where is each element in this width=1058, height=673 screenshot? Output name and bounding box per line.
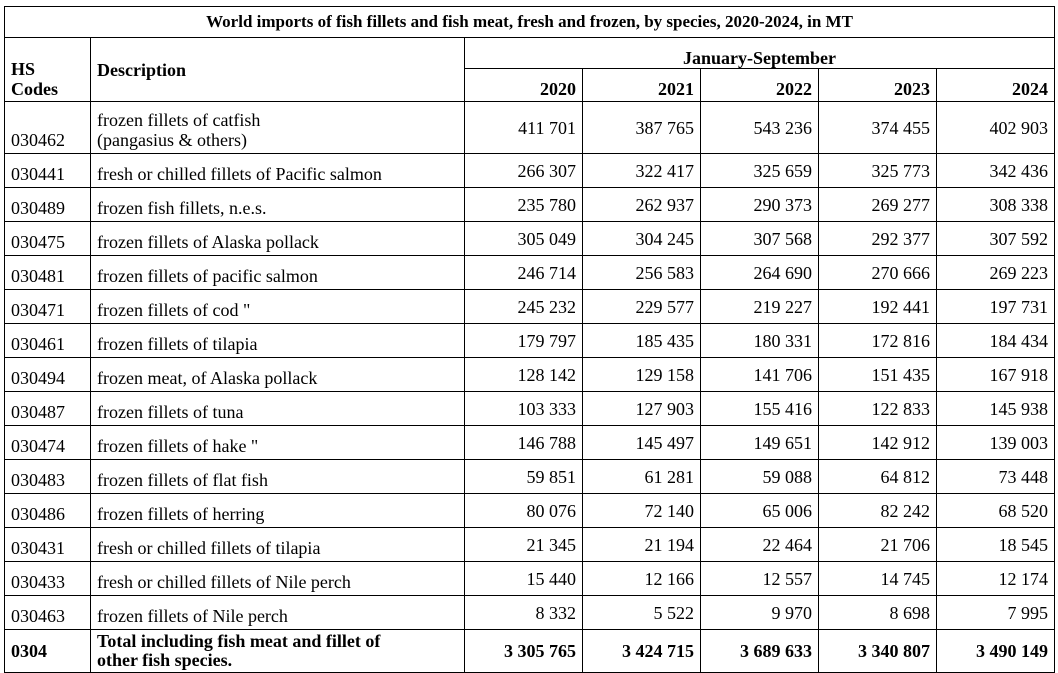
- description-cell: frozen fillets of tuna: [91, 392, 465, 426]
- hs-code: 030471: [5, 290, 91, 324]
- value-cell: 73 448: [937, 460, 1055, 494]
- value-cell: 185 435: [583, 324, 701, 358]
- total-value: 3 305 765: [465, 630, 583, 673]
- table-row: [5, 358, 1055, 392]
- total-value: 3 340 807: [819, 630, 937, 673]
- value-cell: 219 227: [701, 290, 819, 324]
- table-row: [5, 154, 1055, 188]
- value-cell: 139 003: [937, 426, 1055, 460]
- hs-code: 030462: [5, 102, 91, 154]
- value-cell: 82 242: [819, 494, 937, 528]
- table-row: [5, 460, 1055, 494]
- hs-code: 030494: [5, 358, 91, 392]
- value-cell: 68 520: [937, 494, 1055, 528]
- table-row: [5, 596, 1055, 630]
- description-cell: frozen fillets of pacific salmon: [91, 256, 465, 290]
- value-cell: 22 464: [701, 528, 819, 562]
- value-cell: 12 166: [583, 562, 701, 596]
- value-cell: 145 938: [937, 392, 1055, 426]
- value-cell: 172 816: [819, 324, 937, 358]
- year-header: 2022: [701, 69, 819, 102]
- hs-code: 030487: [5, 392, 91, 426]
- total-value: 3 424 715: [583, 630, 701, 673]
- description-cell: [91, 102, 465, 154]
- value-cell: 129 158: [583, 358, 701, 392]
- value-cell: 167 918: [937, 358, 1055, 392]
- description-line: (pangasius & others): [97, 130, 247, 150]
- value-cell: 269 277: [819, 188, 937, 222]
- value-cell: 305 049: [465, 222, 583, 256]
- value-cell: 7 995: [937, 596, 1055, 630]
- value-cell: 18 545: [937, 528, 1055, 562]
- value-cell: 64 812: [819, 460, 937, 494]
- hs-code: 030461: [5, 324, 91, 358]
- total-value: 3 490 149: [937, 630, 1055, 673]
- value-cell: 229 577: [583, 290, 701, 324]
- value-cell: 325 773: [819, 154, 937, 188]
- description-line: other fish species.: [97, 650, 233, 670]
- value-cell: 103 333: [465, 392, 583, 426]
- hs-code: 030441: [5, 154, 91, 188]
- value-cell: 256 583: [583, 256, 701, 290]
- value-cell: 290 373: [701, 188, 819, 222]
- value-cell: 307 568: [701, 222, 819, 256]
- year-header: 2021: [583, 69, 701, 102]
- table-row: [5, 426, 1055, 460]
- table-row: [5, 188, 1055, 222]
- value-cell: 402 903: [937, 102, 1055, 154]
- value-cell: 308 338: [937, 188, 1055, 222]
- description-cell: frozen fish fillets, n.e.s.: [91, 188, 465, 222]
- description-line: frozen fillets of catfish: [97, 110, 261, 130]
- value-cell: 322 417: [583, 154, 701, 188]
- value-cell: 307 592: [937, 222, 1055, 256]
- value-cell: 14 745: [819, 562, 937, 596]
- description-cell: frozen fillets of Nile perch: [91, 596, 465, 630]
- table-row: [5, 392, 1055, 426]
- fish-imports-table: [4, 6, 1055, 673]
- value-cell: 61 281: [583, 460, 701, 494]
- description-cell: frozen fillets of Alaska pollack: [91, 222, 465, 256]
- value-cell: 127 903: [583, 392, 701, 426]
- value-cell: 266 307: [465, 154, 583, 188]
- description-cell: fresh or chilled fillets of Pacific salmon: [91, 154, 465, 188]
- table-row: [5, 494, 1055, 528]
- value-cell: 292 377: [819, 222, 937, 256]
- year-header: 2020: [465, 69, 583, 102]
- value-cell: 262 937: [583, 188, 701, 222]
- period-header: January-September: [465, 38, 1055, 69]
- table-row: [5, 562, 1055, 596]
- value-cell: 180 331: [701, 324, 819, 358]
- value-cell: 145 497: [583, 426, 701, 460]
- value-cell: 179 797: [465, 324, 583, 358]
- value-cell: 151 435: [819, 358, 937, 392]
- description-cell: frozen fillets of cod ": [91, 290, 465, 324]
- total-code: 0304: [5, 630, 91, 673]
- description-header: Description: [91, 38, 465, 102]
- value-cell: 80 076: [465, 494, 583, 528]
- value-cell: 304 245: [583, 222, 701, 256]
- value-cell: 269 223: [937, 256, 1055, 290]
- hs-code: 030474: [5, 426, 91, 460]
- value-cell: 21 706: [819, 528, 937, 562]
- table-title: World imports of fish fillets and fish meat, fresh and frozen, by species, 2020-2024, in MT: [5, 7, 1055, 38]
- description-cell: fresh or chilled fillets of tilapia: [91, 528, 465, 562]
- hs-code: 030433: [5, 562, 91, 596]
- value-cell: 15 440: [465, 562, 583, 596]
- value-cell: 342 436: [937, 154, 1055, 188]
- value-cell: 374 455: [819, 102, 937, 154]
- hs-code: 030486: [5, 494, 91, 528]
- hs-code: 030489: [5, 188, 91, 222]
- value-cell: 21 345: [465, 528, 583, 562]
- table-row: [5, 528, 1055, 562]
- value-cell: 184 434: [937, 324, 1055, 358]
- value-cell: 149 651: [701, 426, 819, 460]
- description-cell: frozen meat, of Alaska pollack: [91, 358, 465, 392]
- table-row: [5, 290, 1055, 324]
- value-cell: 141 706: [701, 358, 819, 392]
- hs-code: 030483: [5, 460, 91, 494]
- value-cell: 146 788: [465, 426, 583, 460]
- value-cell: 142 912: [819, 426, 937, 460]
- year-header: 2024: [937, 69, 1055, 102]
- value-cell: 8 698: [819, 596, 937, 630]
- value-cell: 192 441: [819, 290, 937, 324]
- value-cell: 59 088: [701, 460, 819, 494]
- hs-code: 030475: [5, 222, 91, 256]
- description-cell: frozen fillets of tilapia: [91, 324, 465, 358]
- value-cell: 12 557: [701, 562, 819, 596]
- table-row: [5, 256, 1055, 290]
- value-cell: 5 522: [583, 596, 701, 630]
- hs-code: 030481: [5, 256, 91, 290]
- value-cell: 411 701: [465, 102, 583, 154]
- description-cell: frozen fillets of hake ": [91, 426, 465, 460]
- value-cell: 325 659: [701, 154, 819, 188]
- total-value: 3 689 633: [701, 630, 819, 673]
- description-cell: frozen fillets of flat fish: [91, 460, 465, 494]
- value-cell: 245 232: [465, 290, 583, 324]
- hs-codes-header: HS Codes: [5, 38, 91, 102]
- value-cell: 264 690: [701, 256, 819, 290]
- value-cell: 235 780: [465, 188, 583, 222]
- value-cell: 543 236: [701, 102, 819, 154]
- value-cell: 246 714: [465, 256, 583, 290]
- description-cell: frozen fillets of herring: [91, 494, 465, 528]
- total-description: [91, 630, 465, 673]
- value-cell: 59 851: [465, 460, 583, 494]
- value-cell: 65 006: [701, 494, 819, 528]
- value-cell: 387 765: [583, 102, 701, 154]
- table-row: [5, 102, 1055, 154]
- value-cell: 12 174: [937, 562, 1055, 596]
- value-cell: 122 833: [819, 392, 937, 426]
- value-cell: 270 666: [819, 256, 937, 290]
- total-row: [5, 630, 1055, 673]
- table-row: [5, 324, 1055, 358]
- table-row: [5, 222, 1055, 256]
- value-cell: 197 731: [937, 290, 1055, 324]
- value-cell: 72 140: [583, 494, 701, 528]
- hs-code: 030431: [5, 528, 91, 562]
- value-cell: 128 142: [465, 358, 583, 392]
- value-cell: 155 416: [701, 392, 819, 426]
- value-cell: 8 332: [465, 596, 583, 630]
- hs-code: 030463: [5, 596, 91, 630]
- year-header: 2023: [819, 69, 937, 102]
- value-cell: 9 970: [701, 596, 819, 630]
- description-line: Total including fish meat and fillet of: [97, 631, 381, 651]
- value-cell: 21 194: [583, 528, 701, 562]
- description-cell: fresh or chilled fillets of Nile perch: [91, 562, 465, 596]
